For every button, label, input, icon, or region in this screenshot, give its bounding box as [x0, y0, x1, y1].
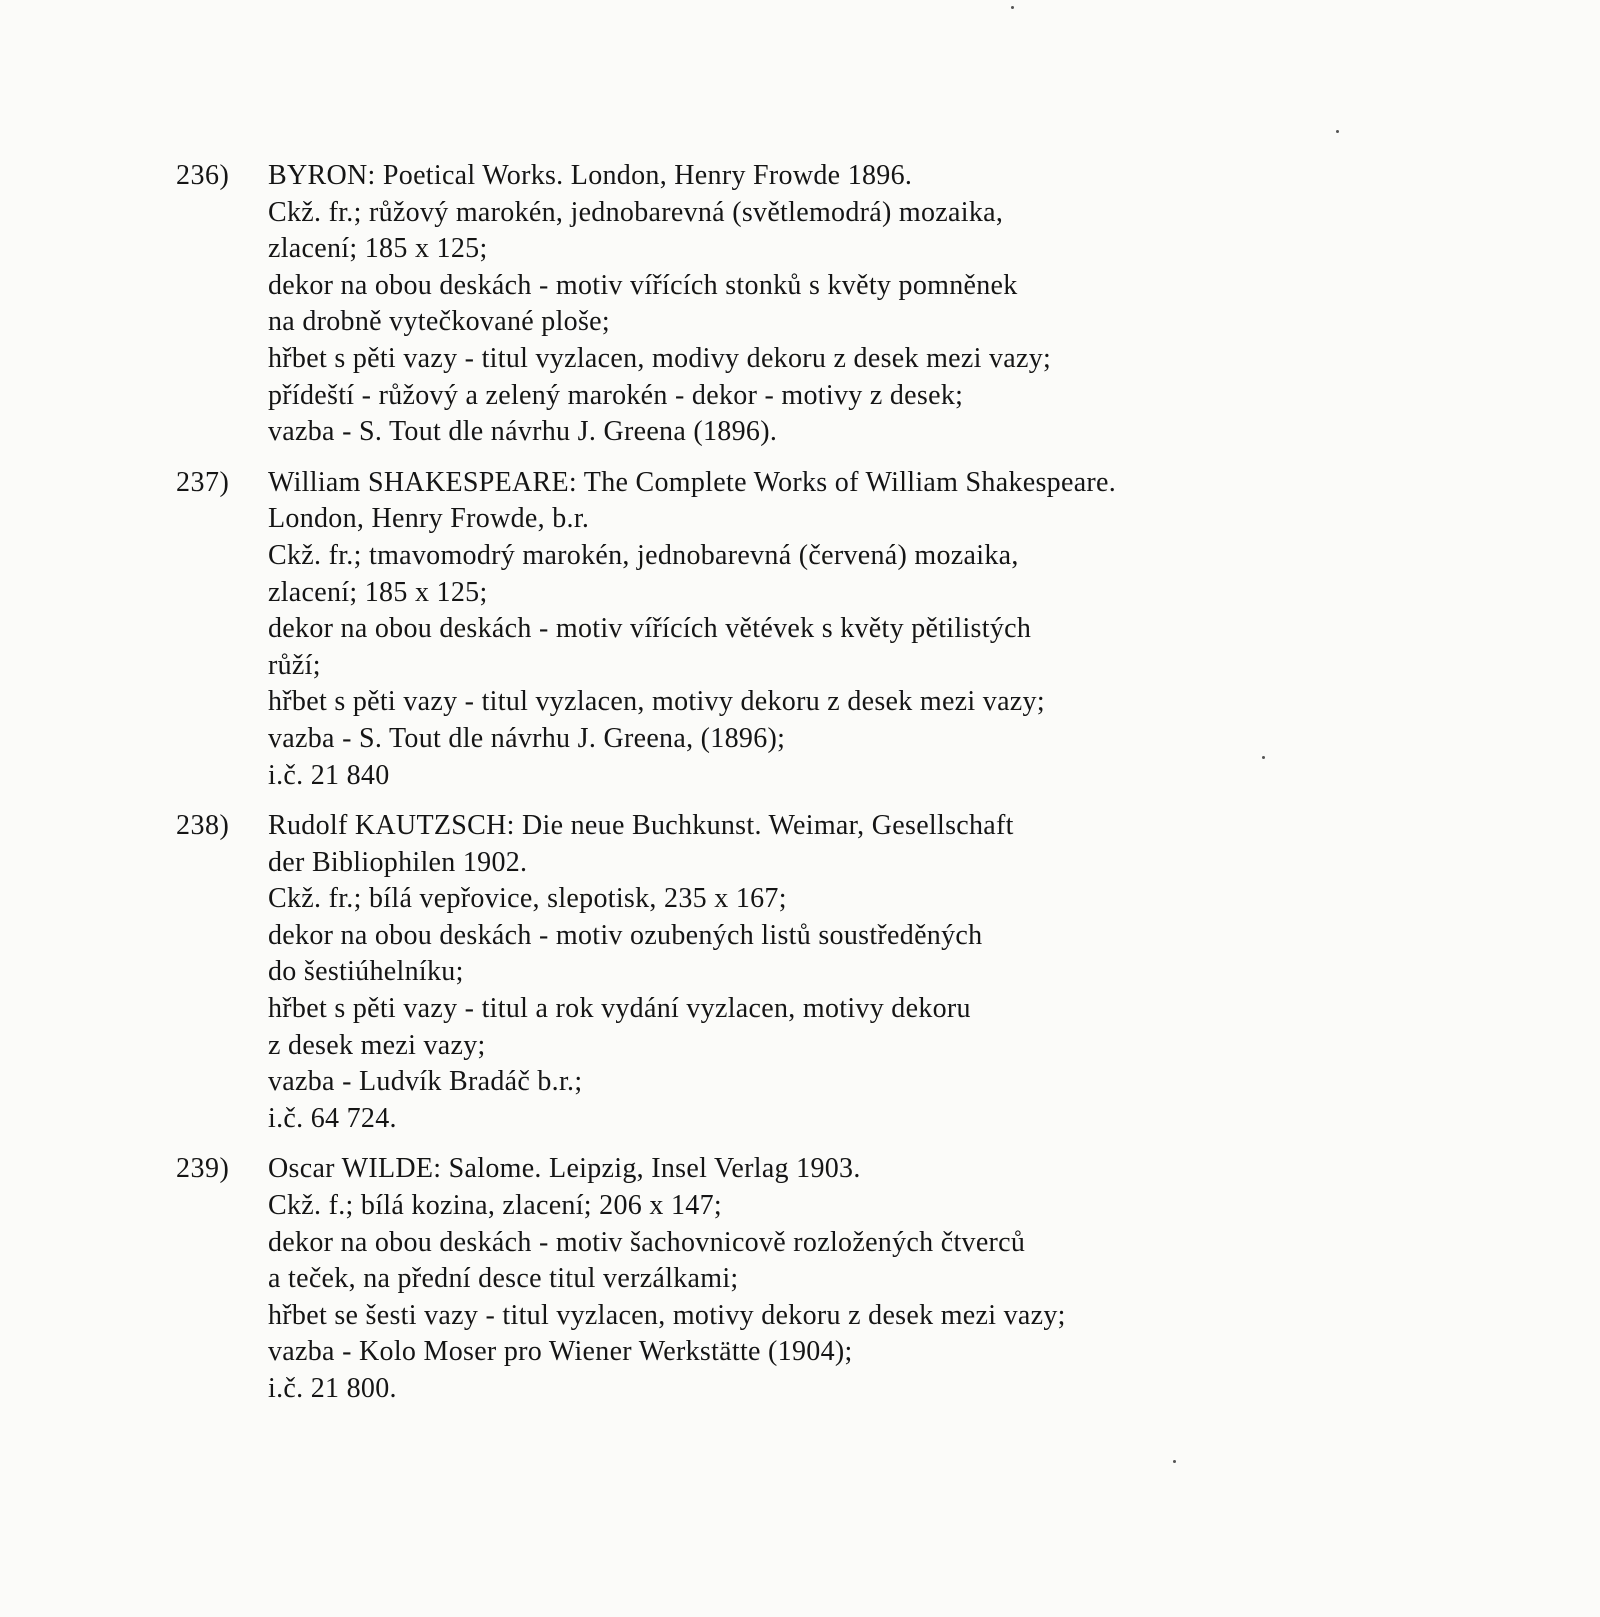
entry-line: vazba - S. Tout dle návrhu J. Greena, (1896);: [268, 722, 786, 754]
entry-line: Ckž. fr.; bílá vepřovice, slepotisk, 235 x 167;: [268, 883, 787, 915]
entry-line: dekor na obou deskách - motiv šachovnicově rozložených čtverců: [268, 1226, 1026, 1258]
entry-line: dekor na obou deskách - motiv vířících větévek s květy pětilistých: [268, 613, 1032, 645]
entry-line: hřbet se šesti vazy - titul vyzlacen, motivy dekoru z desek mezi vazy;: [268, 1299, 1066, 1331]
catalog-entry: [176, 808, 1436, 1137]
print-speck: [1173, 1460, 1176, 1463]
entry-line: růží;: [268, 649, 321, 681]
entry-line: z desek mezi vazy;: [268, 1029, 486, 1061]
entry-number: 236): [176, 160, 230, 191]
entry-line: vazba - Ludvík Bradáč b.r.;: [268, 1066, 583, 1098]
entry-line: hřbet s pěti vazy - titul vyzlacen, modivy dekoru z desek mezi vazy;: [268, 342, 1052, 374]
entry-number: 239): [176, 1153, 230, 1185]
print-speck: [1011, 6, 1014, 9]
entry-line: i.č. 21 800.: [268, 1373, 397, 1404]
entry-line: a teček, na přední desce titul verzálkami;: [268, 1263, 739, 1295]
entry-line: William SHAKESPEARE: The Complete Works of William Shakespeare.: [268, 466, 1117, 498]
catalog-entry: [176, 158, 1436, 451]
entry-line: zlacení; 185 x 125;: [268, 233, 488, 265]
catalog-entry: [176, 465, 1436, 794]
entry-line: hřbet s pěti vazy - titul a rok vydání vyzlacen, motivy dekoru: [268, 993, 971, 1025]
entry-number: 237): [176, 466, 230, 498]
catalog-entry: [176, 1151, 1436, 1407]
entry-line: dekor na obou deskách - motiv vířících stonků s květy pomněnek: [268, 269, 1018, 301]
entry-line: přídeští - růžový a zelený marokén - dekor - motivy z desek;: [268, 379, 964, 411]
entry-line: dekor na obou deskách - motiv ozubených listů soustředěných: [268, 919, 983, 951]
entry-line: Ckž. f.; bílá kozina, zlacení; 206 x 147;: [268, 1190, 722, 1222]
entry-line: i.č. 21 840: [268, 759, 390, 791]
entry-number: 238): [176, 810, 230, 842]
entry-line: zlacení; 185 x 125;: [268, 576, 488, 608]
entry-line: vazba - S. Tout dle návrhu J. Greena (1896).: [268, 416, 778, 448]
entry-line: der Bibliophilen 1902.: [268, 846, 528, 878]
entry-line: hřbet s pěti vazy - titul vyzlacen, motivy dekoru z desek mezi vazy;: [268, 686, 1045, 718]
entry-line: do šestiúhelníku;: [268, 956, 464, 988]
entry-line: na drobně vytečkované ploše;: [268, 306, 610, 338]
entry-line: Rudolf KAUTZSCH: Die neue Buchkunst. Weimar, Gesellschaft: [268, 810, 1014, 842]
entry-line: Ckž. fr.; tmavomodrý marokén, jednobarevná (červená) mozaika,: [268, 539, 1019, 571]
entry-line: Ckž. fr.; růžový marokén, jednobarevná (světlemodrá) mozaika,: [268, 196, 1004, 228]
entry-line: London, Henry Frowde, b.r.: [268, 503, 590, 535]
entry-line: BYRON: Poetical Works. London, Henry Frowde 1896.: [268, 160, 913, 191]
entry-line: i.č. 64 724.: [268, 1102, 397, 1134]
entry-line: vazba - Kolo Moser pro Wiener Werkstätte (1904);: [268, 1336, 853, 1368]
print-speck: [1336, 130, 1339, 133]
entry-line: Oscar WILDE: Salome. Leipzig, Insel Verlag 1903.: [268, 1153, 861, 1185]
catalog-entries: [176, 158, 1436, 1422]
